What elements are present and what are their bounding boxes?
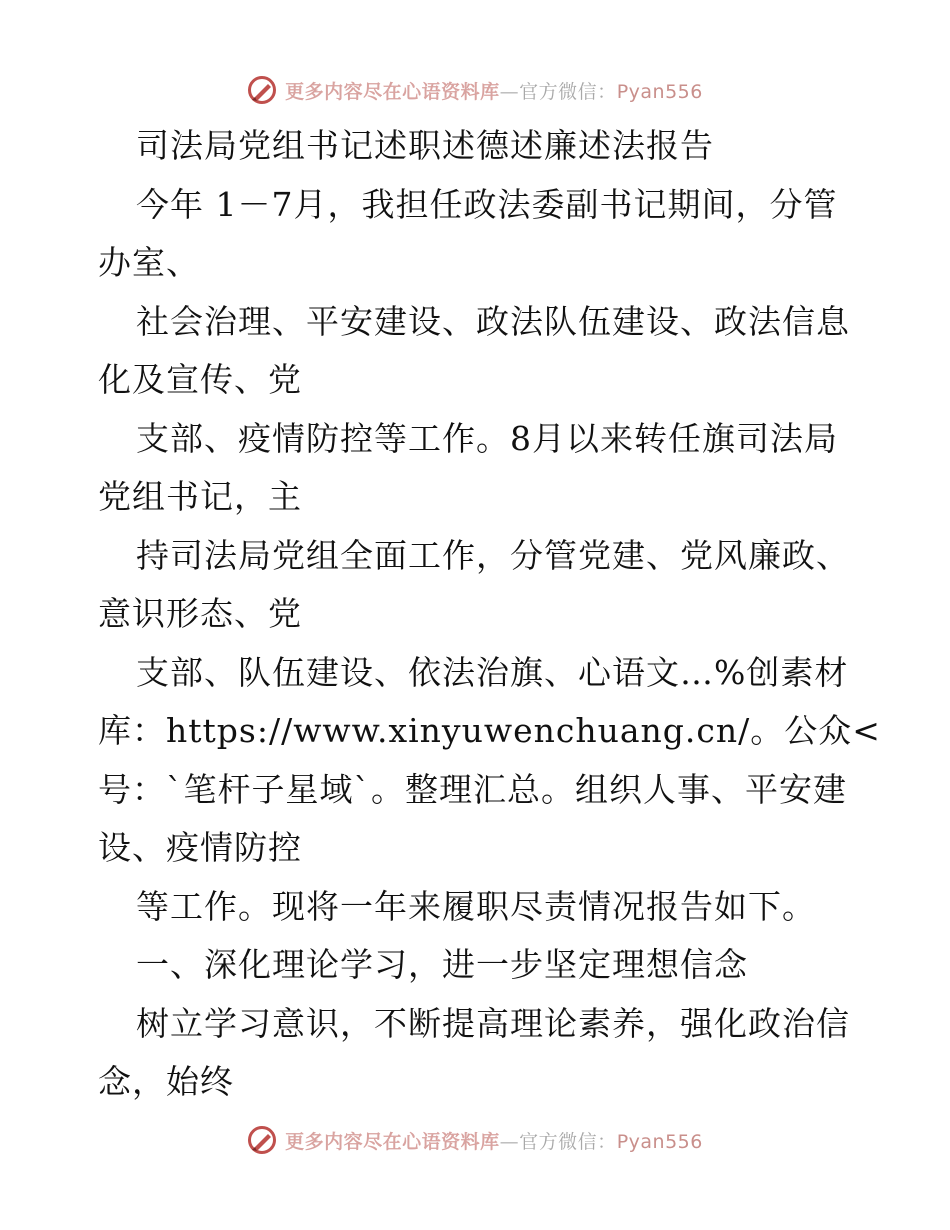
banner-wechat-id: Pyan556 [616,1130,703,1153]
paragraph-line: 库：https://www.xinyuwenchuang.cn/。公众< [98,711,881,750]
banner-dash: — [499,1130,520,1153]
paragraph-line: 树立学习意识，不断提高理论素养，强化政治信 [136,1003,850,1043]
section-heading: 一、深化理论学习，进一步坚定理想信念 [136,945,748,984]
paragraph-line: 办室、 [98,243,200,282]
paragraph-line: 持司法局党组全面工作，分管党建、党风廉政、 [136,535,850,575]
pen-logo-icon [247,75,277,105]
paragraph-line: 设、疫情防控 [98,828,302,867]
paragraph-line: 等工作。现将一年来履职尽责情况报告如下。 [136,886,816,926]
banner-main-text: 更多内容尽在心语资料库 [285,80,500,103]
paragraph-line: 意识形态、党 [98,594,302,633]
banner-text [285,77,703,104]
paragraph-line: 今年 1－7月，我担任政法委副书记期间，分管 [136,184,838,224]
document-body [98,117,881,1112]
paragraph-line: 号：`笔杆子星域`。整理汇总。组织人事、平安建 [98,769,847,809]
banner-wechat-label: 官方微信： [519,80,617,103]
header-banner [0,70,950,110]
paragraph-line: 社会治理、平安建设、政法队伍建设、政法信息 [136,301,850,341]
paragraph-line: 化及宣传、党 [98,360,302,399]
paragraph-line: 支部、队伍建设、依法治旗、心语文…%创素材 [136,652,849,692]
paragraph-line: 念，始终 [98,1062,234,1101]
pen-logo-icon [247,1125,277,1155]
banner-text [285,1127,703,1154]
banner-wechat-id: Pyan556 [616,80,703,103]
document-title: 司法局党组书记述职述德述廉述法报告 [136,126,714,165]
banner-main-text: 更多内容尽在心语资料库 [285,1130,500,1153]
banner-wechat-label: 官方微信： [519,1130,617,1153]
paragraph-line: 支部、疫情防控等工作。8月以来转任旗司法局 [136,418,838,458]
paragraph-line: 党组书记，主 [98,477,302,516]
banner-dash: — [499,80,520,103]
footer-banner [0,1120,950,1160]
